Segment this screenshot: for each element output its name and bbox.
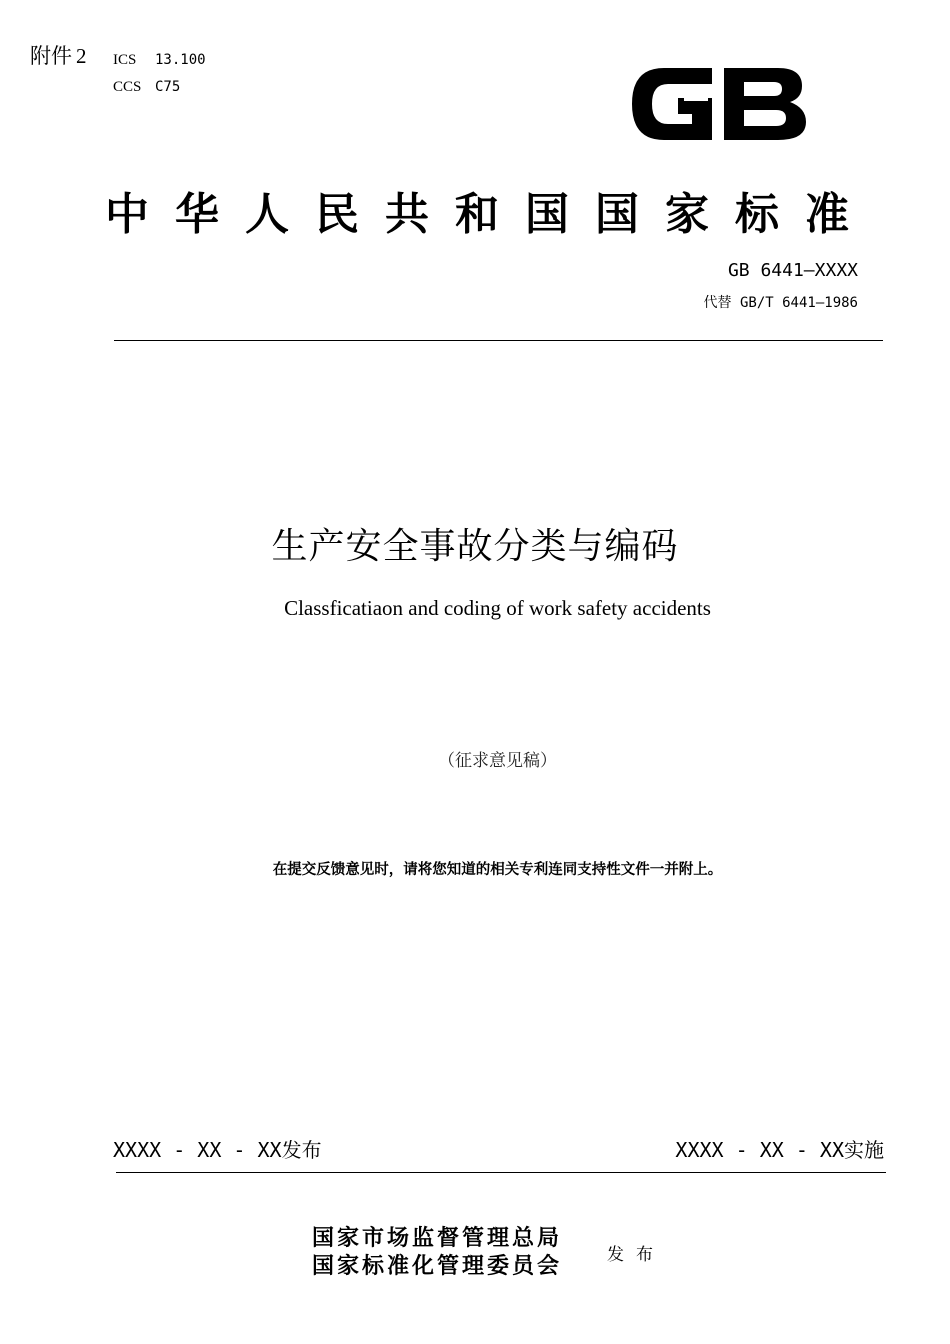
issuer-samr: 国家市场监督管理总局 <box>312 1225 563 1251</box>
issuer-sac: 国家标准化管理委员会 <box>312 1253 563 1279</box>
replaces-prefix: 代替 <box>703 295 732 311</box>
document-title-english: Classficatiaon and coding of work safety accidents <box>284 596 711 620</box>
publish-date <box>113 1134 322 1163</box>
classification-codes <box>113 46 206 100</box>
gb-logo <box>628 58 810 150</box>
issue-label: 发布 <box>607 1245 665 1265</box>
publish-label: 发布 <box>281 1138 322 1162</box>
bottom-divider <box>116 1172 886 1173</box>
document-title: 生产安全事故分类与编码 <box>271 526 679 567</box>
implement-label: 实施 <box>844 1138 884 1162</box>
publish-date-value: XXXX - XX - XX <box>113 1138 282 1162</box>
attachment-label <box>30 40 87 70</box>
issuing-authorities <box>312 1224 562 1280</box>
ccs-code: CCS C75 <box>113 79 181 95</box>
attachment-number: 2 <box>76 44 87 68</box>
replaces-standard <box>704 292 858 312</box>
draft-status: （征求意见稿） <box>438 751 557 771</box>
implement-date-value: XXXX - XX - XX <box>675 1138 844 1162</box>
ics-code: ICS 13.100 <box>113 52 206 68</box>
top-divider <box>114 340 883 341</box>
replaces-value: GB/T 6441—1986 <box>739 295 858 311</box>
standard-number: GB 6441—XXXX <box>727 260 858 281</box>
patent-notice: 在提交反馈意见时，请将您知道的相关专利连同支持性文件一并附上。 <box>272 862 723 878</box>
attachment-text: 附件 <box>30 44 72 68</box>
implement-date <box>675 1134 884 1163</box>
national-standard-heading: 中华人民共和国国家标准 <box>105 189 875 240</box>
gb-logo-text: GB <box>628 58 630 59</box>
